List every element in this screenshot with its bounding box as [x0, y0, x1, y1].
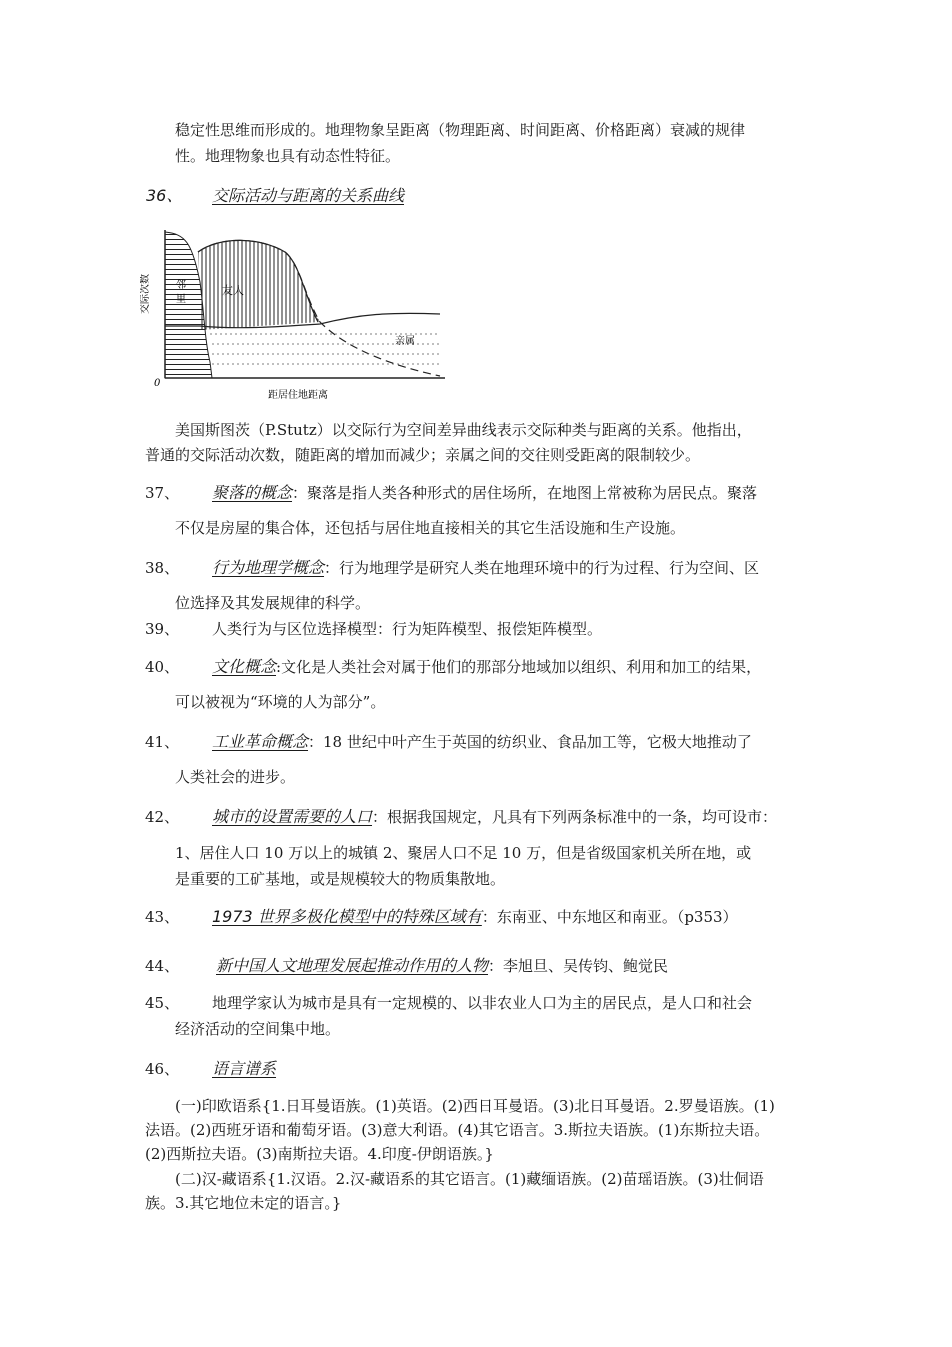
section-39-text: 人类行为与区位选择模型：行为矩阵模型、报偿矩阵模型。 — [212, 620, 603, 638]
section-41-number: 41、 — [145, 733, 180, 751]
section-37 — [212, 483, 757, 503]
section-40-line-2: 可以被视为“环境的人为部分”。 — [175, 693, 386, 711]
section-43-text: ：东南亚、中东地区和南亚。（p353） — [481, 908, 738, 926]
section-45-text: 地理学家认为城市是具有一定规模的、以非农业人口为主的居民点，是人口和社会 — [212, 994, 753, 1012]
section-42-text: ：根据我国规定，凡具有下列两条标准中的一条，均可设市： — [372, 808, 778, 826]
section-46-p2-line-2: 族。3.其它地位未定的语言。} — [145, 1194, 342, 1212]
section-42-number: 42、 — [145, 808, 180, 826]
section-44-number: 44、 — [145, 957, 180, 975]
intro-line-2: 性。地理物象也具有动态性特征。 — [175, 147, 401, 165]
section-37-line-2: 不仅是房屋的集合体，还包括与居住地直接相关的其它生活设施和生产设施。 — [175, 519, 686, 537]
section-38-text: ：行为地理学是研究人类在地理环境中的行为过程、行为空间、区 — [324, 559, 760, 577]
section-41-line-2: 人类社会的进步。 — [175, 768, 296, 786]
label-neighbor-1: 邻 — [176, 280, 186, 291]
chart-svg — [140, 222, 460, 407]
section-39-number: 39、 — [145, 620, 180, 638]
section-37-title: 聚落的概念 — [212, 483, 293, 502]
p36-line-1: 美国斯图茨（P.Stutz）以交际行为空间差异曲线表示交际种类与距离的关系。他指出， — [175, 421, 752, 439]
section-44-title: 新中国人文地理发展起推动作用的人物 — [216, 956, 489, 975]
section-38-title: 行为地理学概念 — [212, 558, 325, 577]
section-41-title: 工业革命概念 — [212, 732, 309, 751]
label-neighbor-2: 里 — [176, 294, 186, 305]
series-friend-area — [198, 240, 320, 330]
section-37-number: 37、 — [145, 484, 180, 502]
section-43-number: 43、 — [145, 908, 180, 926]
section-46 — [212, 1059, 276, 1079]
section-42-line-3: 是重要的工矿基地，或是规模较大的物质集散地。 — [175, 870, 506, 888]
section-46-p1-line-2: 法语。(2)西班牙语和葡萄牙语。(3)意大利语。(4)其它语言。3.斯拉夫语族。(1)东斯拉夫语。 — [145, 1121, 770, 1139]
section-40-title: 文化概念 — [212, 657, 277, 676]
p36-line-2: 普通的交际活动次数，随距离的增加而减少；亲属之间的交往则受距离的限制较少。 — [145, 446, 701, 464]
section-46-number: 46、 — [145, 1060, 180, 1078]
section-43-title: 1973 世界多极化模型中的特殊区域有 — [212, 907, 482, 926]
social-distance-chart — [140, 222, 460, 407]
label-friend: 友人 — [222, 284, 244, 297]
section-36-number: 36、 — [146, 186, 183, 205]
chart-ylabel: 交际次数 — [140, 274, 151, 314]
section-38-line-2: 位选择及其发展规律的科学。 — [175, 594, 371, 612]
section-38 — [212, 558, 759, 578]
section-41-text: ：18 世纪中叶产生于英国的纺织业、食品加工等，它极大地推动了 — [308, 733, 752, 751]
section-42-line-2: 1、居住人口 10 万以上的城镇 2、聚居人口不足 10 万，但是省级国家机关所在地，或 — [175, 844, 752, 862]
chart-xlabel: 距居住地距离 — [268, 390, 328, 401]
section-38-number: 38、 — [145, 559, 180, 577]
intro-line-1: 稳定性思维而形成的。地理物象呈距离（物理距离、时间距离、价格距离）衰减的规律 — [175, 121, 746, 139]
section-37-text: ：聚落是指人类各种形式的居住场所，在地图上常被称为居民点。聚落 — [292, 484, 758, 502]
section-43 — [212, 907, 738, 927]
section-45-line-2: 经济活动的空间集中地。 — [175, 1020, 341, 1038]
section-42 — [212, 807, 777, 827]
section-46-p2-line-1: (二)汉-藏语系{1.汉语。2.汉-藏语系的其它语言。(1)藏缅语族。(2)苗瑶语族。(3)壮侗语 — [175, 1170, 764, 1188]
section-40-number: 40、 — [145, 658, 180, 676]
section-41 — [212, 732, 752, 752]
label-relative: 亲属 — [395, 336, 415, 347]
section-40-text: :文化是人类社会对属于他们的那部分地域加以组织、利用和加工的结果， — [276, 658, 762, 676]
section-44-text: ：李旭旦、吴传钧、鲍觉民 — [488, 957, 669, 975]
section-36-title: 交际活动与距离的关系曲线 — [212, 186, 405, 205]
section-42-title: 城市的设置需要的人口 — [212, 807, 373, 826]
section-45-number: 45、 — [145, 994, 180, 1012]
section-46-p1-line-3: (2)西斯拉夫语。(3)南斯拉夫语。4.印度-伊朗语族。} — [145, 1145, 494, 1163]
chart-origin: 0 — [154, 378, 161, 389]
section-46-title: 语言谱系 — [212, 1059, 277, 1078]
section-46-p1-line-1: (一)印欧语系{1.日耳曼语族。(1)英语。(2)西日耳曼语。(3)北日耳曼语。2.罗曼语族。(1) — [175, 1097, 775, 1115]
section-44 — [216, 956, 668, 976]
section-40 — [212, 657, 761, 677]
